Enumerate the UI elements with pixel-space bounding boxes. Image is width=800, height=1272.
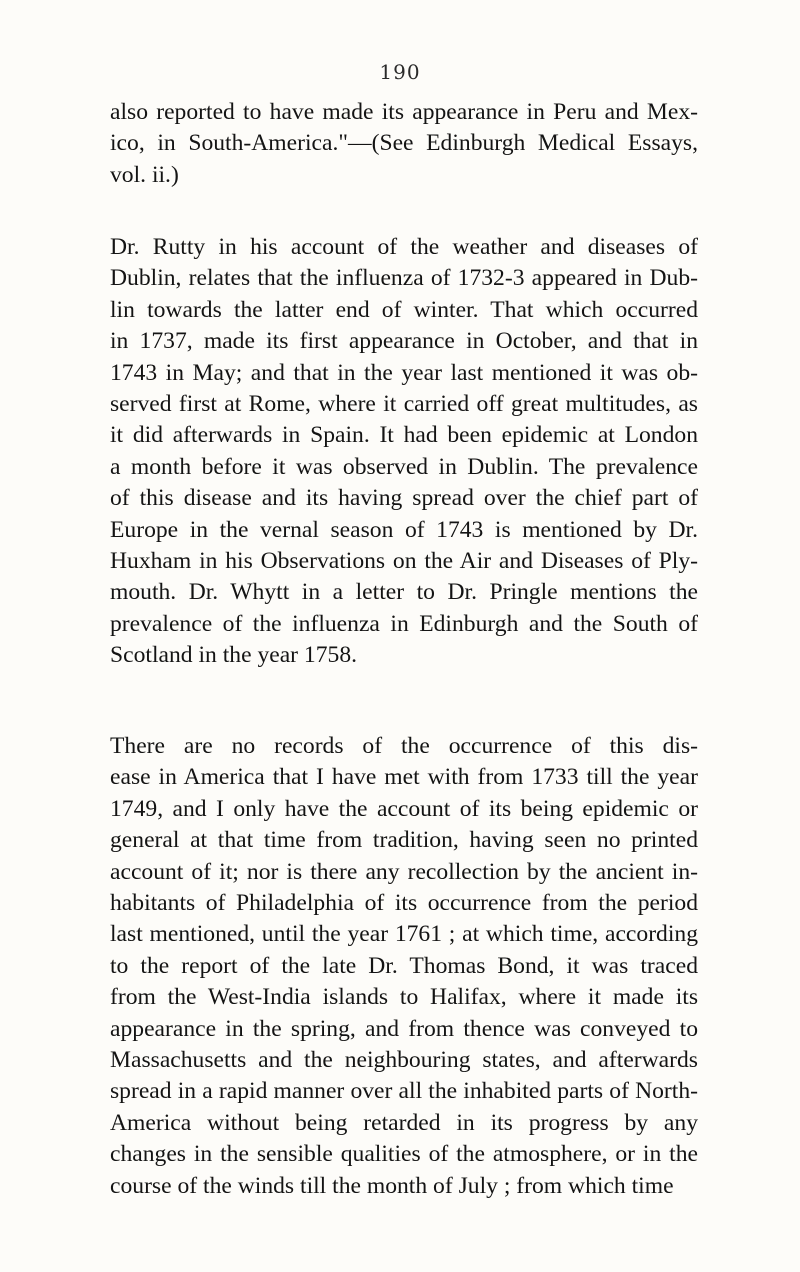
paragraph-line: ease in America that I have met with from 1733 till the year [110, 764, 698, 791]
paragraph-line: prevalence of the influenza in Edinburgh and the South of [110, 610, 698, 637]
paragraph-line: lin towards the latter end of winter. That which occurred [110, 296, 698, 323]
paragraph-line: vol. ii.) [110, 161, 179, 188]
paragraph-line: 1749, and I only have the account of its being epidemic or [110, 795, 698, 822]
paragraph-line: last mentioned, until the year 1761 ; at which time, according [110, 921, 698, 948]
paragraph-line: course of the winds till the month of July ; from which time [110, 1172, 674, 1199]
paragraph-line: Huxham in his Observations on the Air and Diseases of Ply- [110, 548, 698, 575]
paragraph-line: served first at Rome, where it carried off great multitudes, as [110, 391, 698, 418]
paragraph-line: mouth. Dr. Whytt in a letter to Dr. Pringle mentions the [110, 579, 698, 606]
paragraph-line: of this disease and its having spread over the chief part of [110, 485, 698, 512]
paragraph-line: There are no records of the occurrence of this dis- [110, 733, 698, 759]
paragraph-line: general at that time from tradition, having seen no printed [110, 827, 698, 854]
paragraph-line: spread in a rapid manner over all the inhabited parts of North- [110, 1078, 698, 1105]
paragraph-line: 1743 in May; and that in the year last mentioned it was ob- [110, 359, 698, 386]
paragraph-line: changes in the sensible qualities of the atmosphere, or in the [110, 1141, 698, 1168]
paragraph-2 [110, 232, 698, 672]
paragraph-line: Dublin, relates that the influenza of 1732-3 appeared in Dub- [110, 265, 698, 292]
page-number: 190 [379, 60, 421, 84]
paragraph-line: Europe in the vernal season of 1743 is mentioned by Dr. [110, 516, 698, 543]
paragraph-line: ico, in South-America."—(See Edinburgh Medical Essays, [110, 130, 698, 157]
paragraph-line: Scotland in the year 1758. [110, 642, 358, 669]
paragraph-line: it did afterwards in Spain. It had been epidemic at London [110, 422, 698, 449]
paragraph-line: Dr. Rutty in his account of the weather and diseases of [110, 234, 698, 260]
paragraph-1 [110, 97, 698, 191]
paragraph-line: in 1737, made its first appearance in October, and that in [110, 328, 698, 355]
paragraph-line: Massachusetts and the neighbouring states, and afterwards [110, 1047, 698, 1074]
paragraph-line: appearance in the spring, and from thence was conveyed to [110, 1015, 698, 1042]
paragraph-line: from the West-India islands to Halifax, where it made its [110, 984, 698, 1011]
paragraph-line: to the report of the late Dr. Thomas Bond, it was traced [110, 952, 698, 979]
paragraph-3 [110, 731, 698, 1202]
paragraph-line: a month before it was observed in Dublin. The prevalence [110, 453, 698, 480]
paragraph-line: also reported to have made its appearance in Peru and Mex- [110, 99, 698, 125]
paragraph-line: habitants of Philadelphia of its occurrence from the period [110, 890, 698, 917]
paragraph-line: America without being retarded in its progress by any [110, 1109, 698, 1136]
paragraph-line: account of it; nor is there any recollection by the ancient in- [110, 858, 698, 885]
